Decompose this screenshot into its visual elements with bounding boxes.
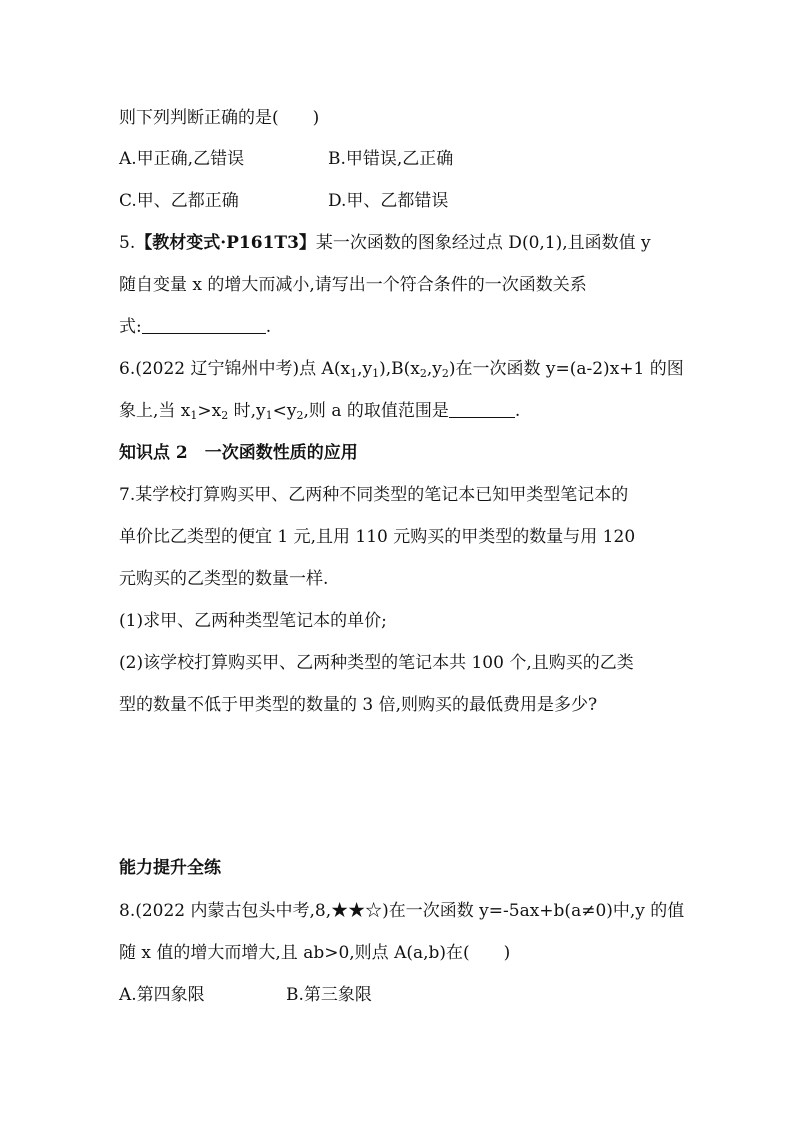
subscript: 1 (372, 367, 380, 380)
q7-part-1: (1)求甲、乙两种类型笔记本的单价; (119, 611, 387, 631)
q7-part-2-line-2: 型的数量不低于甲类型的数量的 3 倍,则购买的最低费用是多少? (119, 695, 598, 715)
q6-text: ,则 a 的取值范围是 (303, 401, 449, 421)
subscript: 1 (265, 409, 273, 422)
q7-line-3: 元购买的乙类型的数量一样. (119, 569, 329, 589)
section-heading-knowledge-2: 知识点 2 一次函数性质的应用 (119, 443, 358, 463)
q5-suffix: . (265, 317, 272, 337)
q8-option-a: A.第四象限 (119, 985, 205, 1005)
q4-option-c: C.甲、乙都正确 (119, 191, 239, 211)
q5-tag: 【教材变式·P161T3】 (135, 233, 316, 253)
q6-text: <y (272, 401, 297, 421)
section-heading-ability: 能力提升全练 (119, 858, 221, 878)
q4-option-a: A.甲正确,乙错误 (119, 149, 245, 169)
subscript: 2 (441, 367, 449, 380)
q8-line-2: 随 x 值的增大而增大,且 ab>0,则点 A(a,b)在( ) (119, 943, 511, 963)
q6-line-2 (119, 400, 520, 427)
subscript: 1 (350, 367, 358, 380)
q6-line-1 (119, 358, 684, 385)
q5-line-3 (119, 316, 271, 338)
subscript: 2 (221, 409, 229, 422)
q4-option-d: D.甲、乙都错误 (328, 191, 449, 211)
q5-text-1: 某一次函数的图象经过点 D(0,1),且函数值 y (315, 233, 651, 253)
q6-text: ,y (426, 359, 442, 379)
q6-text: . (514, 401, 521, 421)
q7-line-1: 7.某学校打算购买甲、乙两种不同类型的笔记本已知甲类型笔记本的 (119, 485, 629, 505)
q6-text: )在一次函数 y=(a-2)x+1 的图 (448, 359, 684, 379)
subscript: 2 (296, 409, 304, 422)
q6-text: 时,y (228, 401, 266, 421)
q7-line-2: 单价比乙类型的便宜 1 元,且用 110 元购买的甲类型的数量与用 120 (119, 527, 636, 547)
q6-text: 象上,当 x (119, 401, 191, 421)
q5-prefix: 式: (119, 317, 142, 337)
q5-line-2: 随自变量 x 的增大而减小,请写出一个符合条件的一次函数关系 (119, 275, 587, 295)
q8-line-1: 8.(2022 内蒙古包头中考,8,★★☆)在一次函数 y=-5ax+b(a≠0)中,y 的值 (119, 901, 685, 921)
q6-text: ,y (357, 359, 373, 379)
q5-number: 5. (119, 233, 136, 253)
q4-stem: 则下列判断正确的是( ) (119, 108, 320, 128)
q5-answer-blank[interactable] (142, 317, 266, 334)
q6-answer-blank[interactable] (449, 401, 515, 418)
q8-option-b: B.第三象限 (286, 985, 372, 1005)
subscript: 2 (419, 367, 427, 380)
subscript: 1 (190, 409, 198, 422)
q6-text: >x (197, 401, 222, 421)
q7-part-2-line-1: (2)该学校打算购买甲、乙两种类型的笔记本共 100 个,且购买的乙类 (119, 653, 634, 673)
q6-text: 6.(2022 辽宁锦州中考)点 A(x (119, 359, 351, 379)
q6-text: ),B(x (379, 359, 420, 379)
q4-option-b: B.甲错误,乙正确 (328, 149, 454, 169)
q5-line-1 (119, 232, 651, 254)
